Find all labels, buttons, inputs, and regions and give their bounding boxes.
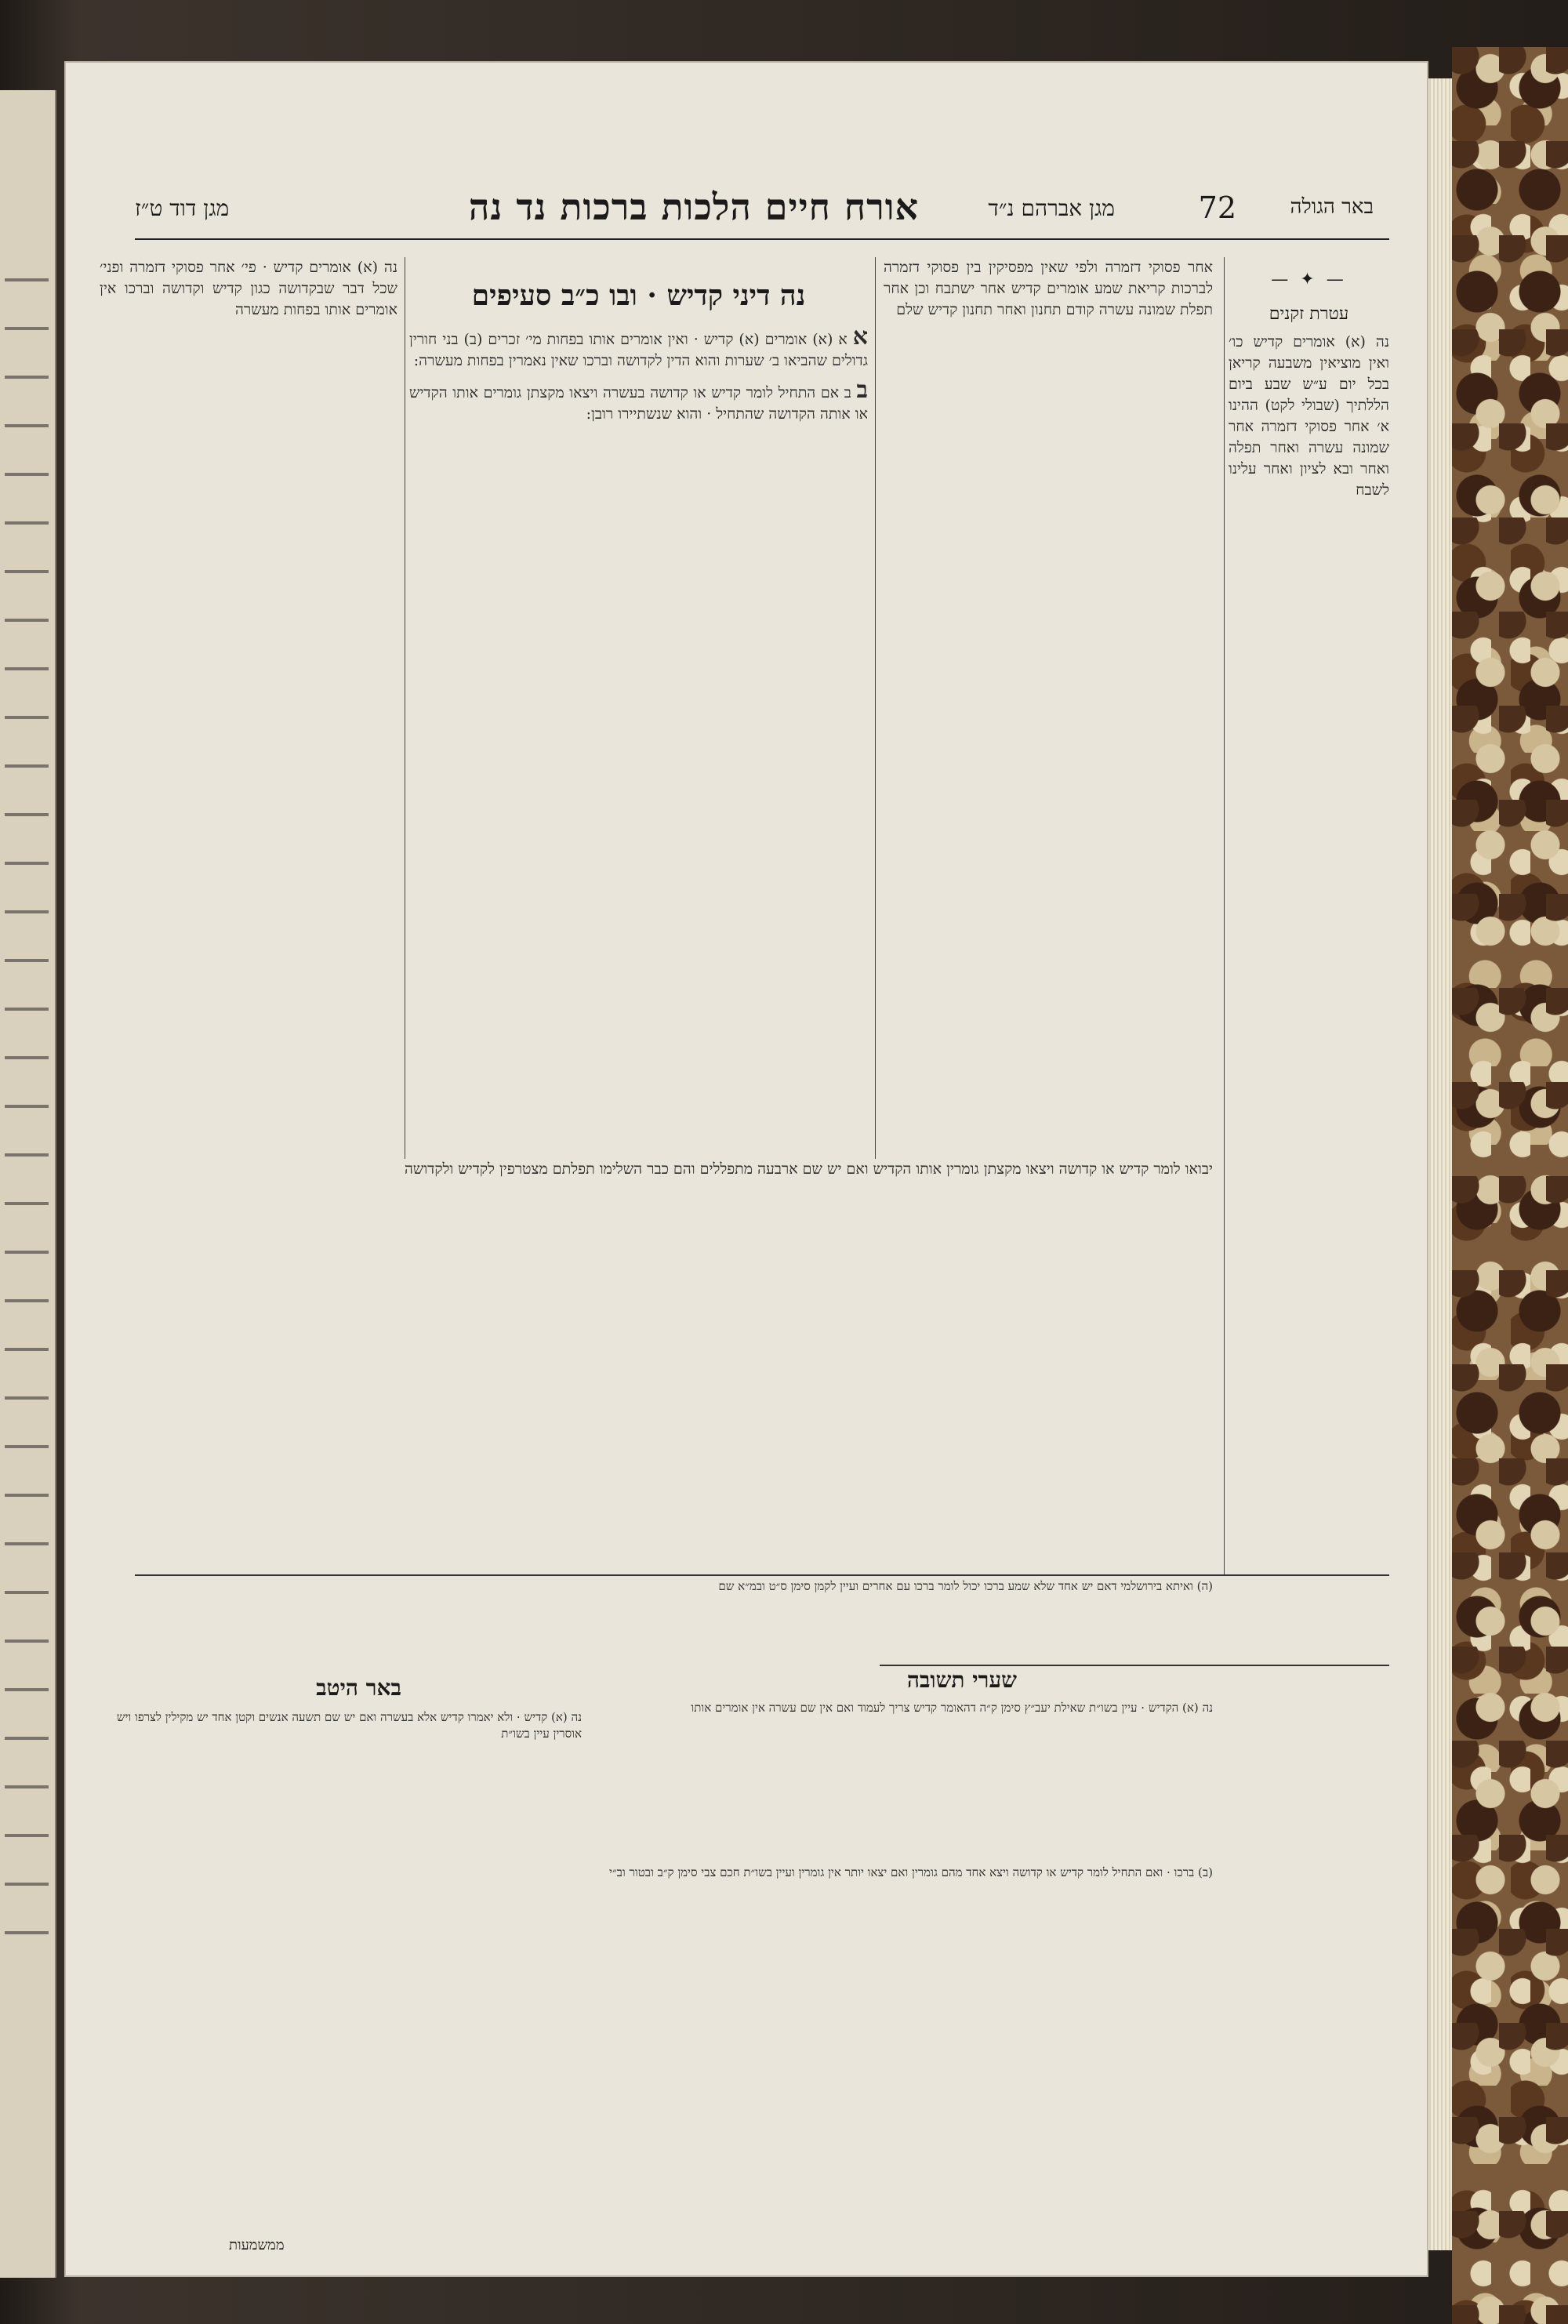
beer-hagolah-column bbox=[1229, 257, 1389, 1590]
dropcap-letter: א bbox=[852, 323, 868, 350]
beer-heitev-title: באר היטב bbox=[316, 1675, 401, 1701]
page-title: אורח חיים הלכות ברכות נד נה bbox=[468, 186, 919, 228]
ateret-zekenim-title: עטרת זקנים bbox=[1269, 304, 1349, 324]
seif-b-text: ב אם התחיל לומר קדיש או קדושה בעשרה ויצאו מקצתן גומרים אותו הקדיש או אותה הקדושה שהתחיל · והוא שנשתיירו רובן: bbox=[409, 384, 868, 423]
beer-heitev-continuation-text: (ב) ברכו · ואם התחיל לומר קדיש או קדושה ויצא אחד מהם גומרין ואם יצאו יותר אין גומרין ועיין בשו״ת חכם צבי סימן ק״ב ובטור וב״י bbox=[609, 1865, 1213, 1879]
magen-david-text: נה (א) אומרים קדיש · פי׳ אחר פסוקי דזמרה ופני׳ שכל דבר שבקדושה כגון קדיש וקדושה וברכו אין אומרים אותו בפחות מעשרה bbox=[100, 259, 397, 318]
column-divider bbox=[875, 257, 876, 1159]
magen-avraham-label: מגן אברהם נ״ד bbox=[988, 195, 1115, 221]
column-divider bbox=[1224, 257, 1225, 1574]
magen-david-column bbox=[100, 257, 397, 1159]
ateret-zekenim-text: נה (א) אומרים קדיש כו׳ ואין מוציאין משבעה קריאן בכל יום ע״ש שבע ביום הללתיך (שבולי לקט) ההינו א׳ אחר פסוקי דזמרה אחר שמונה עשרה ואחר תפלה ואחר ובא לציון ואחר עלינו לשבח bbox=[1229, 333, 1389, 499]
section-rule bbox=[135, 1574, 1389, 1576]
seif-b bbox=[409, 376, 868, 425]
seif-a-text: א (א) אומרים (א) קדיש · ואין אומרים אותו בפחות מי׳ זכרים (ב) בני חורין גדולים שהביאו ב׳ שערות והוא הדין לקדושה וברכו שאין נאמרין בפחות מעשרה: bbox=[409, 331, 868, 369]
catchword: ממשמעות bbox=[229, 2237, 285, 2253]
header-rule bbox=[135, 238, 1389, 240]
page-number: 72 bbox=[1198, 191, 1236, 225]
lower-commentary-text: יבואו לומר קדיש או קדושה ויצאו מקצתן גומרין אותו הקדיש ואם יש שם ארבעה מתפללים והם כבר השלימו תפלתם מצטרפין לקדיש ולקדושה bbox=[404, 1160, 1213, 1178]
hagah-text: (ה) ואיתא בירושלמי דאם יש אחד שלא שמע ברכו יכול לומר ברכו עם אחרים ועיין לקמן סימן ס״ט ובמ״א שם bbox=[718, 1579, 1213, 1593]
ornament-divider: — ✦ — bbox=[1271, 270, 1347, 289]
marbled-cover bbox=[1452, 47, 1568, 2324]
magen-david-label: מגן דוד ט״ז bbox=[135, 195, 230, 221]
section-rule bbox=[880, 1665, 1389, 1666]
beer-hagolah-label: באר הגולה bbox=[1290, 195, 1374, 219]
shaarei-teshuvah-text: נה (א) הקדיש · עיין בשו״ת שאילת יעב״ץ סימן ק״ה דהאומר קדיש צריך לעמוד ואם אין שם עשרה אין אומרים אותו bbox=[691, 1701, 1213, 1715]
siman-heading: נה דיני קדיש · ובו כ״ב סעיפים bbox=[471, 279, 806, 312]
dropcap-letter: ב bbox=[856, 376, 868, 404]
hagah-gloss bbox=[100, 1578, 1213, 1672]
facing-page-edge bbox=[0, 90, 56, 2278]
seif-a bbox=[409, 323, 868, 372]
magen-avraham-column bbox=[884, 257, 1213, 1159]
shulchan-aruch-main-column bbox=[409, 257, 868, 1159]
shaarei-teshuvah-block bbox=[601, 1669, 1213, 1849]
lower-commentary-block bbox=[100, 1159, 1213, 1574]
shaarei-teshuvah-title: שערי תשובה bbox=[906, 1667, 1017, 1693]
beer-heitev-block bbox=[100, 1669, 582, 1872]
running-head bbox=[119, 186, 1374, 253]
book-page bbox=[64, 61, 1428, 2277]
beer-heitev-text: נה (א) קדיש · ולא יאמרו קדיש אלא בעשרה ואם יש שם תשעה אנשים וקטן אחד יש מקילין לצרפו ויש אוסרין עיין בשו״ת bbox=[116, 1710, 582, 1741]
magen-avraham-text: אחר פסוקי דזמרה ולפי שאין מפסיקין בין פסוקי דזמרה לברכות קריאת שמע אומרים קדיש אחר ישתבח וכן אחר תפלת שמונה עשרה קודם תחנון ואחר תחנון קדיש שלם bbox=[884, 259, 1213, 318]
